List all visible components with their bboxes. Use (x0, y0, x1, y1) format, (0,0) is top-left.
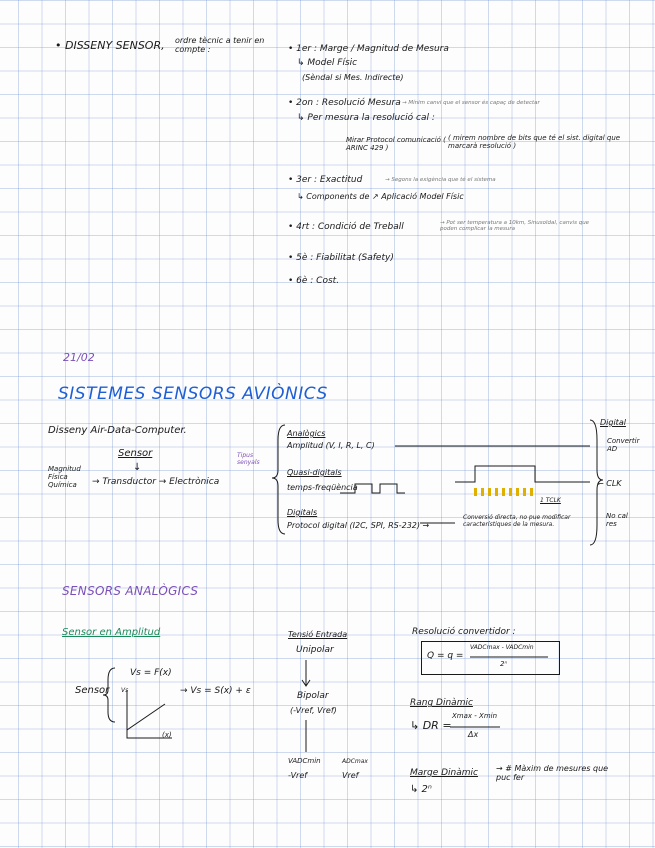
marge-dinamic-note: → # Màxim de mesures que puc fer (496, 764, 609, 783)
digitals-label: Digitals (287, 508, 318, 517)
unipolar-label: Unipolar (296, 645, 334, 655)
item-4-note: → Pot ser temperatura a 10km, Sinusoïdal, canvis que poden complicar la mesura (440, 220, 590, 233)
tclk-label: 1 TCLK (540, 497, 561, 504)
right-nocal: No cal res (606, 512, 628, 529)
clk-bar-6 (509, 488, 512, 496)
right-digital: Digital (600, 418, 626, 427)
sensor-arrow-down: ↓ (133, 462, 142, 473)
sensor-label: Sensor (118, 448, 153, 459)
item-2-protocol: Mirar Protocol comunicació ( ARINC 429 ) (346, 136, 446, 153)
disseny-sensor-subtitle: ordre tècnic a tenir en compte : (175, 36, 265, 55)
dr-denominator: Δx (468, 730, 479, 739)
clk-bar-3 (488, 488, 491, 496)
item-2-title: • 2on : Resolució Mesura (288, 98, 401, 108)
analogics-label: Analògics (287, 429, 326, 438)
vref-neg-label: -Vref (288, 771, 308, 780)
analogics-desc: Amplitud (V, I, R, L, C) (287, 441, 375, 450)
bipolar-range: (-Vref, Vref) (290, 706, 337, 715)
resolucio-convertidor-label: Resolució convertidor : (412, 627, 516, 637)
item-6-title: • 6è : Cost. (288, 276, 340, 286)
tipus-senyals-label: Tipus senyals (237, 452, 260, 466)
item-1-title: • 1er : Marge / Magnitud de Mesura (288, 44, 449, 54)
sensor-side-label: Sensor (75, 685, 110, 696)
right-clk: ← CLK (597, 479, 622, 488)
marge-dinamic-label: Marge Dinàmic (410, 768, 478, 778)
quasi-label: Quasi-digitals (287, 468, 342, 477)
item-3-title: • 3er : Exactitud (288, 175, 363, 185)
sensor-amplitud-label: Sensor en Amplitud (62, 627, 161, 638)
disseny-adc-line: Disseny Air-Data-Computer. (48, 425, 187, 436)
conversio-note: Conversió directa, no pue modificar característiques de la mesura. (463, 514, 571, 528)
clk-bar-8 (523, 488, 526, 496)
chain-label: → Transductor → Electrònica (92, 477, 220, 487)
rang-dinamic-label: Rang Dinàmic (410, 698, 473, 708)
q-numerator: VADCmax - VADCmin (470, 644, 534, 651)
item-1-note: (Sèndal si Mes. Indirecte) (302, 73, 404, 82)
item-2-note: → Mínim canvi que el sensor és capaç de detectar (402, 100, 540, 106)
q-formula-lhs: Q = q = (427, 651, 464, 661)
sensor-graph-line (127, 704, 165, 730)
item-4-title: • 4rt : Condició de Treball (288, 222, 404, 232)
tensio-entrada-label: Tensió Entrada (288, 630, 348, 639)
clk-bar-1 (474, 488, 477, 496)
quasi-desc: temps-freqüència (287, 483, 358, 492)
item-2-resolucio: ↳ Per mesura la resolució cal : (297, 113, 435, 123)
vs-sx-label: → Vs = S(x) + ε (180, 686, 251, 696)
vadcmin-label: VADCmin (288, 757, 321, 765)
unipolar-down-head (302, 680, 310, 686)
magnitud-label: Magnitud Física Química (48, 465, 81, 490)
right-convertir: Convertir AD (607, 437, 640, 454)
clk-bar-4 (495, 488, 498, 496)
digital-pulse (455, 466, 590, 482)
item-1-model: ↳ Model Físic (297, 58, 358, 68)
signal-types-brace (272, 425, 285, 534)
marge-dinamic-value: ↳ 2ⁿ (410, 784, 432, 795)
digitals-desc: Protocol digital (I2C, SPI, RS-232) → (287, 521, 430, 530)
q-denominator: 2ⁿ (500, 660, 508, 668)
item-2-bits: ( mirem nombre de bits que té el sist. digital que marcarà resolució ) (448, 134, 621, 151)
item-3-note: → Segons la exigència que té el sistema (385, 177, 496, 183)
vs-fx-label: Vs = F(x) (130, 668, 172, 678)
disseny-sensor-title: • DISSENY SENSOR, (55, 39, 165, 52)
clk-bar-5 (502, 488, 505, 496)
clk-bar-7 (516, 488, 519, 496)
dr-lhs: ↳ DR = (410, 719, 452, 732)
date-label: 21/02 (63, 351, 95, 364)
item-3-components: ↳ Components de ↗ Aplicació Model Físic (297, 192, 464, 201)
vref-pos-label: Vref (342, 771, 359, 780)
dr-numerator: Xmax - Xmin (452, 712, 498, 720)
bipolar-label: Bipolar (297, 691, 329, 701)
section-analogics-title: SENSORS ANALÒGICS (62, 584, 199, 598)
vadcmax-label: ADCmax (342, 758, 368, 765)
clk-bar-9 (530, 488, 533, 496)
section-sistemes-title: SISTEMES SENSORS AVIÒNICS (58, 384, 328, 404)
x-axis-label: (x) (162, 731, 172, 739)
clk-bar-2 (481, 488, 484, 496)
item-5-title: • 5è : Fiabilitat (Safety) (288, 253, 394, 263)
vs-axis-label: Vs (121, 687, 129, 694)
